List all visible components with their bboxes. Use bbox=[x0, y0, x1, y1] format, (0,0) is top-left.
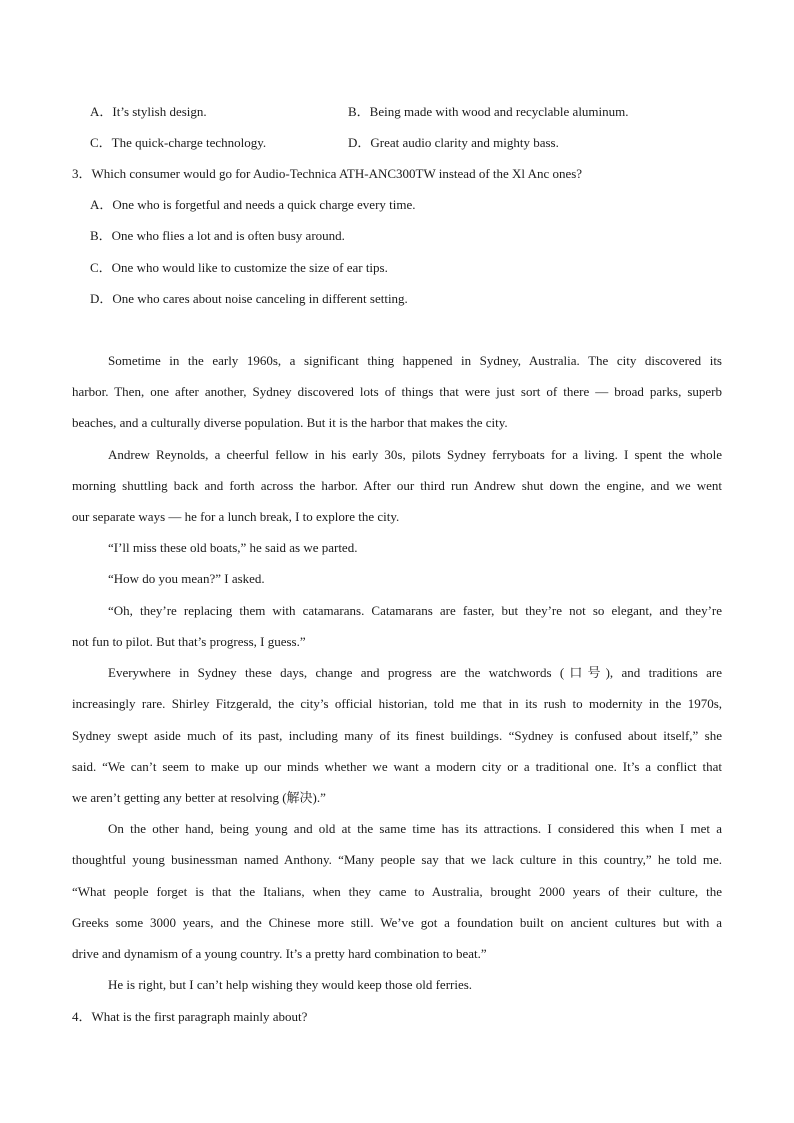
passage-line: On the other hand, being young and old at the same time has its attractions. I considered this when I met a bbox=[108, 821, 722, 836]
passage-line: not fun to pilot. But that’s progress, I guess.” bbox=[72, 634, 306, 649]
passage-line: He is right, but I can’t help wishing they would keep those old ferries. bbox=[108, 977, 473, 992]
passage-line: “What people forget is that the Italians, when they came to Australia, brought 2000 years of their culture, the bbox=[72, 884, 722, 899]
passage-line: we aren’t getting any better at resolving (解决).” bbox=[72, 790, 326, 805]
passage-line: “How do you mean?” I asked. bbox=[108, 571, 265, 586]
passage-line: our separate ways — he for a lunch break, I to explore the city. bbox=[72, 509, 400, 524]
q2-option-b: B．Being made with wood and recyclable aluminum. bbox=[348, 104, 629, 119]
passage-line: said. “We can’t seem to make up our minds whether we want a modern city or a traditional one. It’s a conflict that bbox=[72, 759, 722, 774]
passage-line: thoughtful young businessman named Anthony. “Many people say that we lack culture in this country,” he told me. bbox=[72, 852, 722, 867]
q4-stem: 4．What is the first paragraph mainly about? bbox=[72, 1009, 308, 1024]
passage-line: drive and dynamism of a young country. It’s a pretty hard combination to beat.” bbox=[72, 946, 487, 961]
q3-option-d: D．One who cares about noise canceling in different setting. bbox=[90, 291, 408, 306]
passage-line: beaches, and a culturally diverse population. But it is the harbor that makes the city. bbox=[72, 415, 508, 430]
passage-line: Andrew Reynolds, a cheerful fellow in his early 30s, pilots Sydney ferryboats for a living. I spent the whole bbox=[108, 447, 722, 462]
q3-option-c: C．One who would like to customize the size of ear tips. bbox=[90, 260, 388, 275]
q2-option-c: C．The quick-charge technology. bbox=[90, 135, 267, 150]
passage-line: Sometime in the early 1960s, a significant thing happened in Sydney, Australia. The city discovered its bbox=[108, 353, 722, 368]
passage-line: Everywhere in Sydney these days, change and progress are the watchwords (口号), and traditions are bbox=[108, 665, 722, 680]
passage-line: “I’ll miss these old boats,” he said as we parted. bbox=[108, 540, 358, 555]
passage-line: Greeks some 3000 years, and the Chinese more still. We’ve got a foundation built on ancient cultures but with a bbox=[72, 915, 722, 930]
passage-line: morning shuttling back and forth across the harbor. After our third run Andrew shut down the engine, and we went bbox=[72, 478, 722, 493]
q2-option-a: A．It’s stylish design. bbox=[90, 104, 207, 119]
q3-option-b: B．One who flies a lot and is often busy around. bbox=[90, 228, 345, 243]
passage-line: “Oh, they’re replacing them with catamarans. Catamarans are faster, but they’re not so elegant, and they’re bbox=[108, 603, 722, 618]
q3-stem: 3．Which consumer would go for Audio-Technica ATH-ANC300TW instead of the Xl Anc ones? bbox=[72, 166, 583, 181]
q2-option-d: D．Great audio clarity and mighty bass. bbox=[348, 135, 559, 150]
passage-line: harbor. Then, one after another, Sydney discovered lots of things that were just sort of there — broad parks, superb bbox=[72, 384, 722, 399]
passage-line: Sydney swept aside much of its past, including many of its finest buildings. “Sydney is confused about itself,” she bbox=[72, 728, 722, 743]
passage-line: increasingly rare. Shirley Fitzgerald, the city’s official historian, told me that in its rush to modernity in the 1970s, bbox=[72, 696, 722, 711]
q3-option-a: A．One who is forgetful and needs a quick charge every time. bbox=[90, 197, 416, 212]
